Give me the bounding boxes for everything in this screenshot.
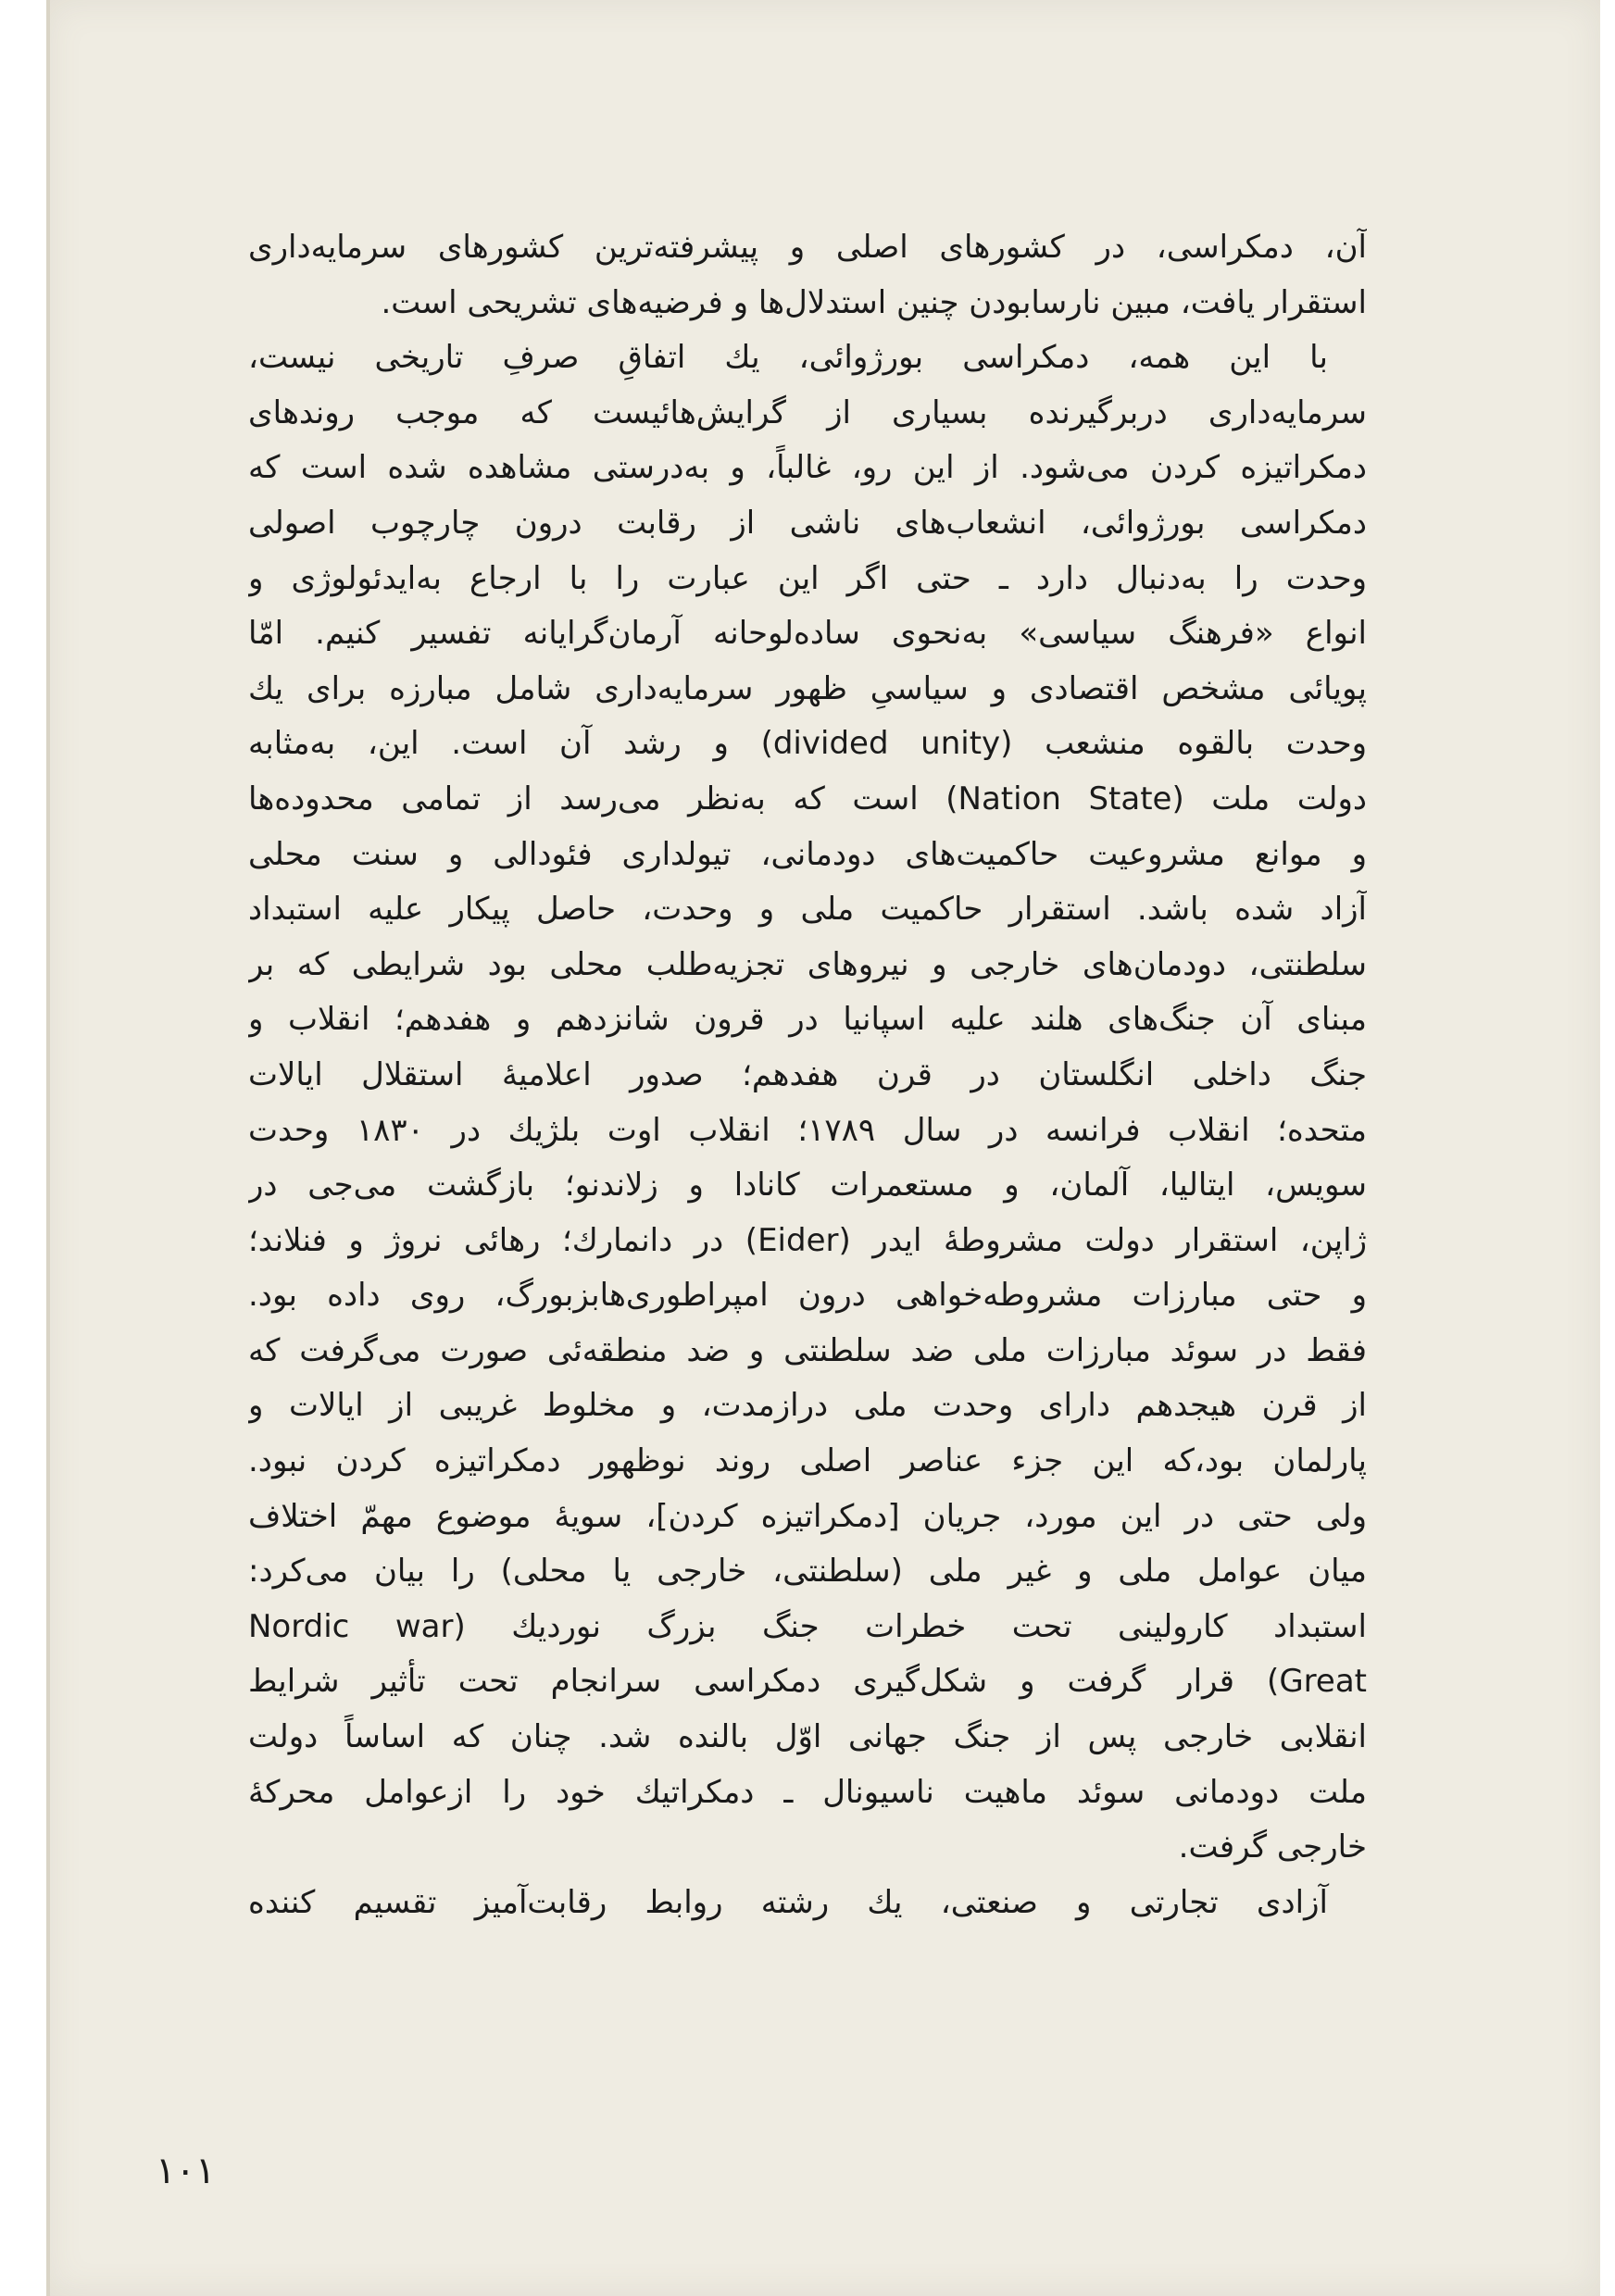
text-line: فقط در سوئد مبارزات ملی ضد سلطنتی و ضد منطقه‌ئی صورت می‌گرفت که xyxy=(248,1331,1367,1369)
text-line: دولت ملت (Nation State) است که به‌نظر می‌رسد از تمامی محدوده‌ها xyxy=(248,780,1367,817)
text-line: وحدت را به‌دنبال دارد ـ حتی اگر این عبارت را با ارجاع به‌ایدئولوژی و xyxy=(248,559,1367,597)
text-line: انقلابی خارجی پس از جنگ جهانی اوّل بالنده شد. چنان که اساساً دولت xyxy=(248,1718,1367,1756)
text-line: آن، دمکراسی، در کشورهای اصلی و پیشرفته‌ترین کشورهای سرمایه‌داری xyxy=(248,229,1367,266)
text-line: سلطنتی، دودمان‌های خارجی و نیروهای تجزیه‌طلب محلی بود شرایطی که بر xyxy=(248,945,1367,983)
text-line: استقرار یافت، مبین نارسابودن چنین استدلال‌ها و فرضیه‌های تشریحی است. xyxy=(381,283,1367,321)
page-number: ۱۰۱ xyxy=(156,2150,216,2192)
text-line: وحدت بالقوه منشعب (divided unity) و رشد آن است. این، به‌مثابه xyxy=(248,725,1367,763)
text-line: آزادی تجارتی و صنعتی، یك رشته روابط رقابت‌آمیز تقسیم کننده xyxy=(248,1883,1328,1921)
text-line: ولی حتی در این مورد، جریان [دمکراتیزه کردن]، سویهٔ موضوع مهمّ اختلاف xyxy=(248,1497,1367,1535)
text-line: پویائی مشخص اقتصادی و سیاسیِ ظهور سرمایه‌داری شامل مبارزه برای یك xyxy=(248,669,1367,707)
text-line: جنگ داخلی انگلستان در قرن هفدهم؛ صدور اعلامیهٔ استقلال ایالات xyxy=(248,1055,1367,1093)
text-line: دمکراتیزه کردن می‌شود. از این رو، غالباً، و به‌درستی مشاهده شده است که xyxy=(248,449,1367,487)
text-line: سرمایه‌داری دربرگیرنده بسیاری از گرایش‌هائیست که موجب روندهای xyxy=(248,393,1367,431)
text-line: ژاپن، استقرار دولت مشروطهٔ ایدر (Eider) در دانمارك؛ رهائی نروژ و فنلاند؛ xyxy=(248,1221,1367,1259)
text-line: متحده؛ انقلاب فرانسه در سال ۱۷۸۹؛ انقلاب اوت بلژیك در ۱۸۳۰ وحدت xyxy=(248,1111,1367,1149)
page-edge xyxy=(46,0,50,2296)
body-text xyxy=(248,220,1367,1930)
text-line: آزاد شده باشد. استقرار حاکمیت ملی و وحدت، حاصل پیکار علیه استبداد xyxy=(248,891,1367,929)
text-line: خارجی گرفت. xyxy=(1178,1828,1367,1866)
text-line: با این همه، دمکراسی بورژوائی، یك اتفاقِ صرفِ تاریخی نیست، xyxy=(248,339,1328,377)
text-line: Great) قرار گرفت و شکل‌گیری دمکراسی سرانجام تحت تأثیر شرایط xyxy=(248,1663,1367,1701)
text-line: انواع «فرهنگ سیاسی» به‌نحوی ساده‌لوحانه آرمان‌گرایانه تفسیر کنیم. امّا xyxy=(248,615,1367,653)
text-line: استبداد کارولینی تحت خطرات جنگ بزرگ نوردیك (Nordic war xyxy=(248,1607,1367,1645)
text-line: سویس، ایتالیا، آلمان، و مستعمرات کانادا و زلاندنو؛ بازگشت می‌جی در xyxy=(248,1167,1367,1204)
text-line: ملت دودمانی سوئد ماهیت ناسیونال ـ دمکراتیك خود را ازعوامل محرکهٔ xyxy=(248,1773,1367,1811)
text-line: پارلمان بود،که این جزء عناصر اصلی روند نوظهور دمکراتیزه کردن نبود. xyxy=(248,1442,1367,1480)
text-line: و حتی مبارزات مشروطه‌خواهی درون امپراطوری‌هابزبورگ، روی داده بود. xyxy=(248,1277,1367,1315)
text-line: از قرن هیجدهم دارای وحدت ملی درازمدت، و مخلوط غریبی از ایالات و xyxy=(248,1387,1367,1425)
text-line: دمکراسی بورژوائی، انشعاب‌های ناشی از رقابت درون چارچوب اصولی xyxy=(248,504,1367,542)
text-line: مبنای آن جنگ‌های هلند علیه اسپانیا در قرون شانزدهم و هفدهم؛ انقلاب و xyxy=(248,1001,1367,1039)
text-line: و موانع مشروعیت حاکمیت‌های دودمانی، تیولداری فئودالی و سنت محلی xyxy=(248,835,1367,873)
text-line: میان عوامل ملی و غیر ملی (سلطنتی، خارجی یا محلی) را بیان می‌کرد: xyxy=(248,1553,1367,1591)
